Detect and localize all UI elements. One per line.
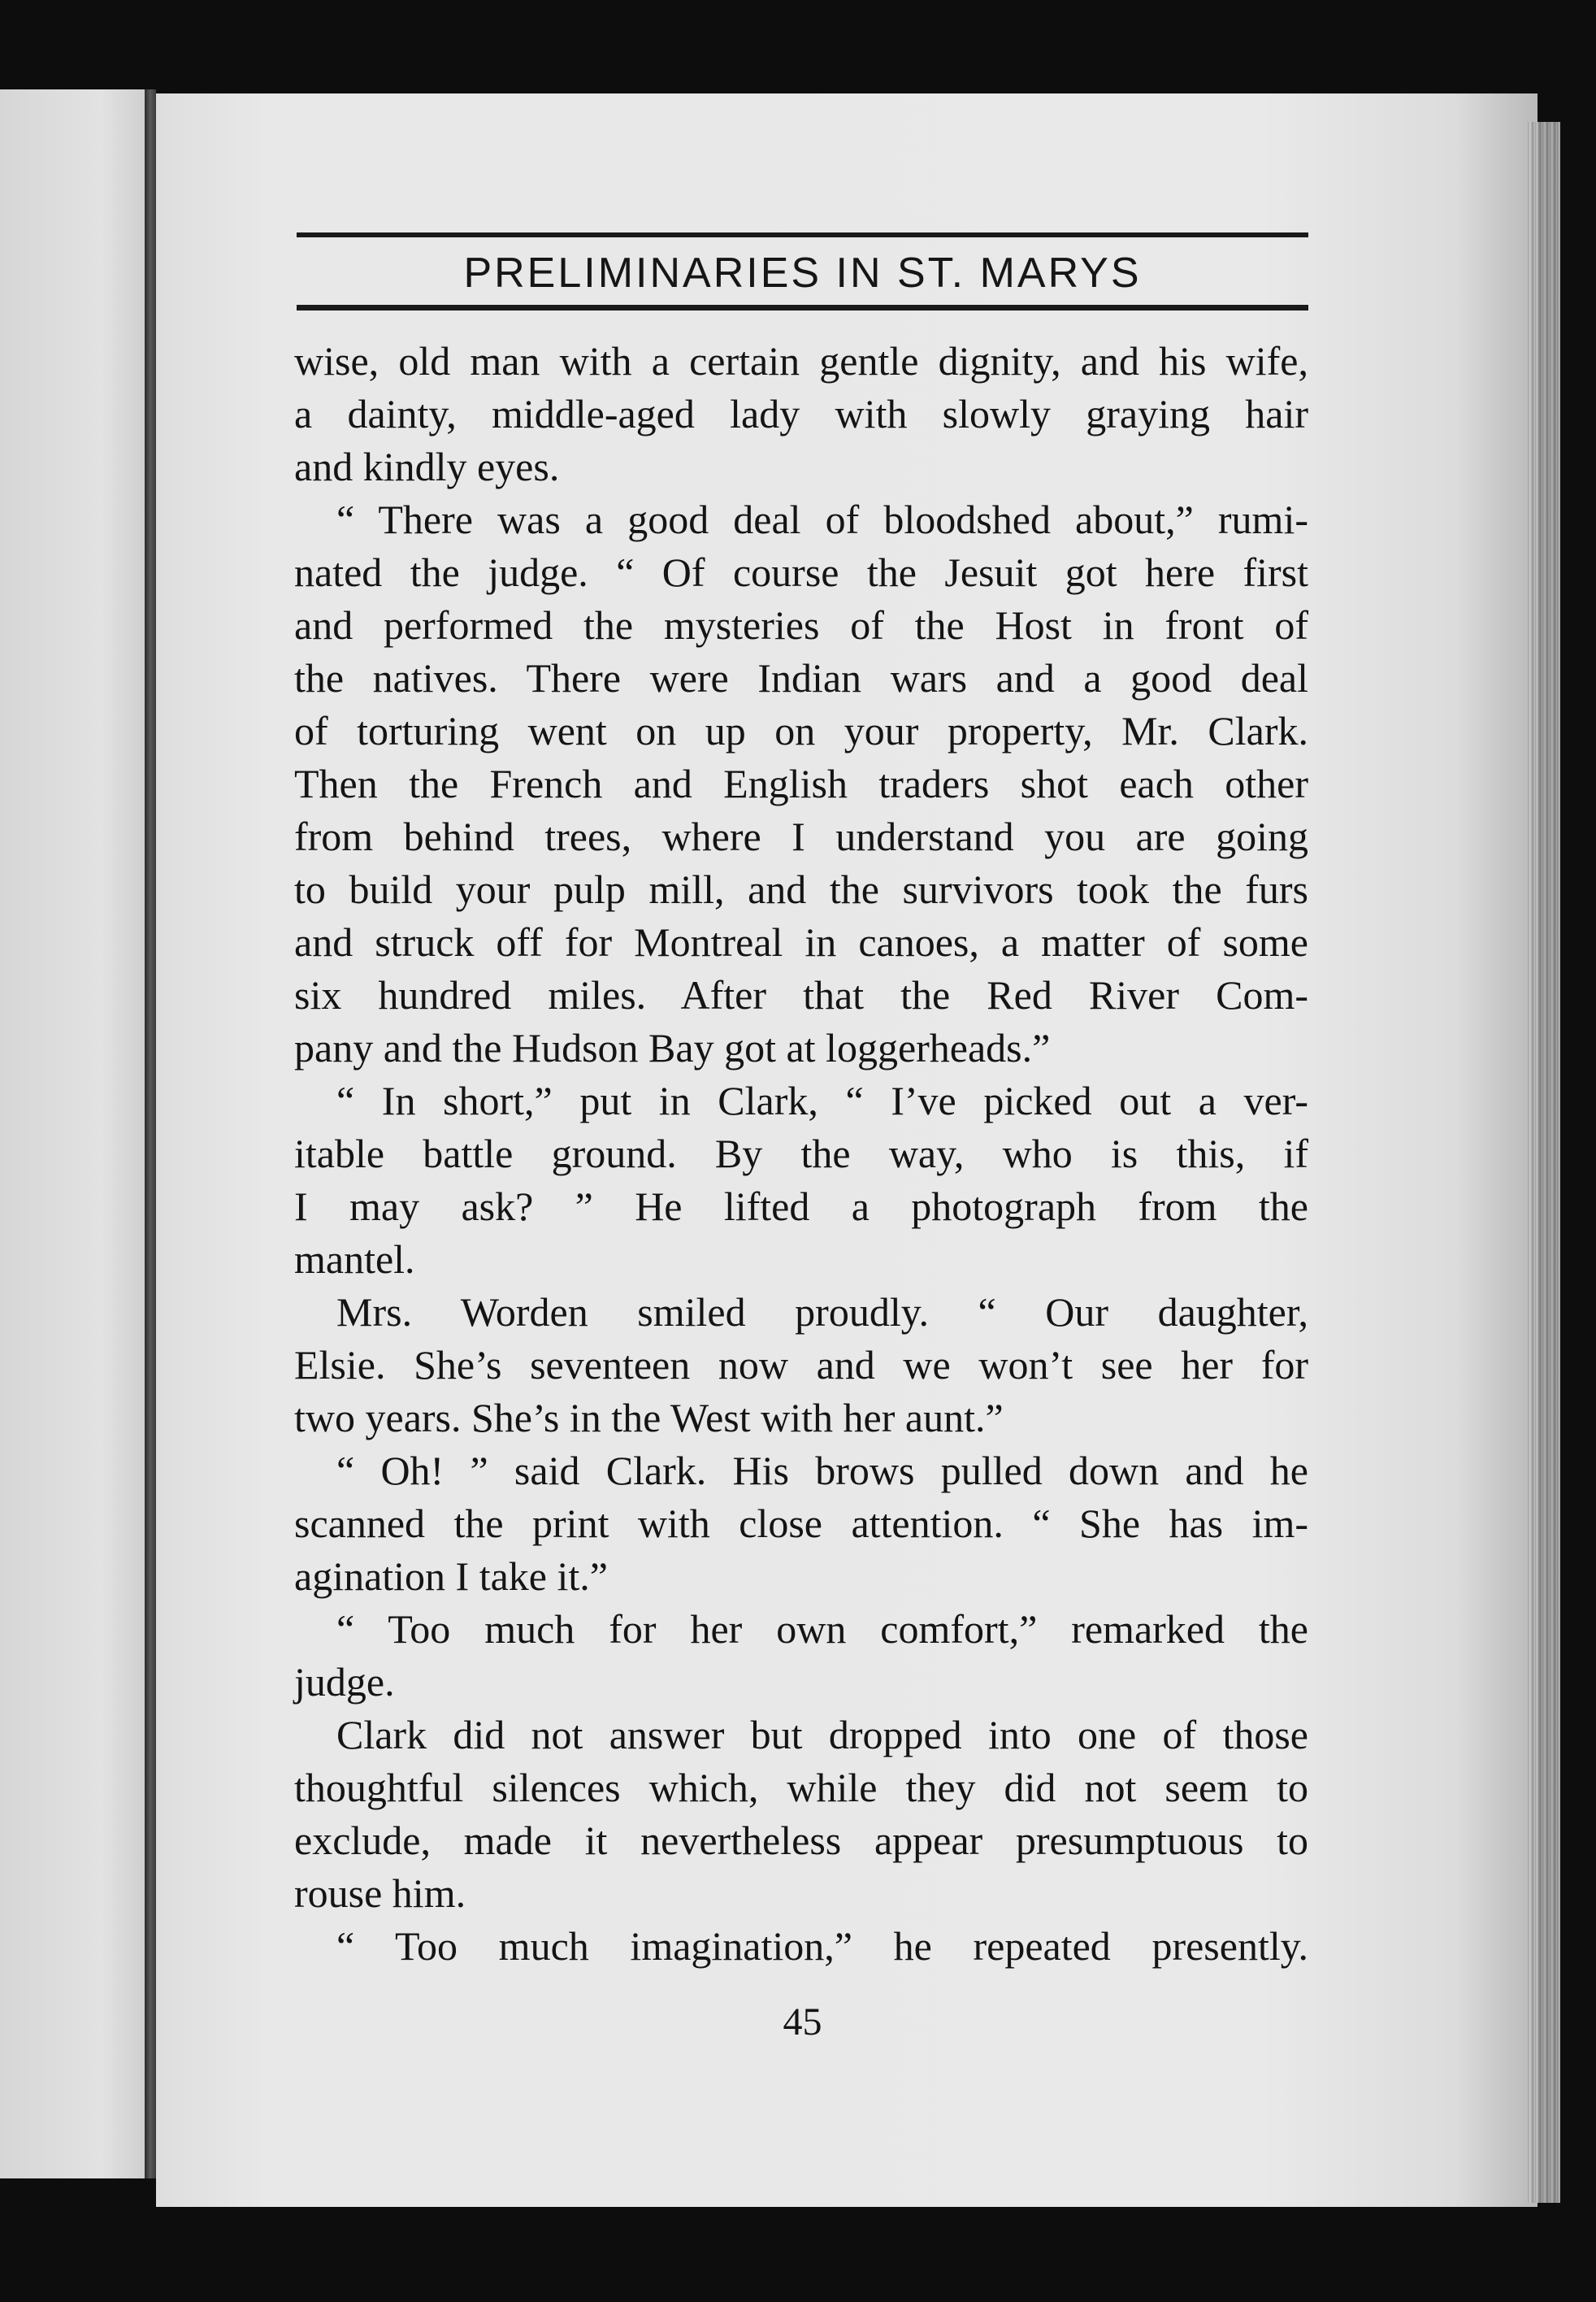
text-line: six hundred miles. After that the Red River Com- [294, 972, 1308, 1018]
text-line: “ In short,” put in Clark, “ I’ve picked out a ver- [336, 1078, 1308, 1123]
text-line: agination I take it.” [294, 1553, 608, 1599]
text-line: “ There was a good deal of bloodshed about,” rumi- [336, 497, 1308, 542]
text-line: “ Too much imagination,” he repeated presently. [336, 1923, 1308, 1969]
text-line: Mrs. Worden smiled proudly. “ Our daughter, [336, 1289, 1308, 1335]
text-line: exclude, made it nevertheless appear presumptuous to [294, 1818, 1308, 1863]
text-line: Elsie. She’s seventeen now and we won’t see her for [294, 1342, 1308, 1388]
book-gutter [145, 89, 156, 2178]
text-line: judge. [294, 1659, 395, 1705]
text-line: two years. She’s in the West with her aunt.” [294, 1395, 1004, 1440]
text-line: “ Too much for her own comfort,” remarked the [336, 1606, 1308, 1652]
body-text [294, 335, 1308, 1973]
text-line: from behind trees, where I understand you are going [294, 814, 1308, 859]
text-line: and performed the mysteries of the Host in front of [294, 602, 1308, 648]
text-line: of torturing went on up on your property, Mr. Clark. [294, 708, 1308, 754]
text-line: scanned the print with close attention. “ She has im- [294, 1501, 1308, 1546]
text-line: wise, old man with a certain gentle dignity, and his wife, [294, 338, 1308, 384]
text-line: the natives. There were Indian wars and a good deal [294, 655, 1308, 701]
text-line: thoughtful silences which, while they did not seem to [294, 1765, 1308, 1810]
page-stack-edge [1528, 122, 1560, 2203]
text-line: rouse him. [294, 1870, 466, 1916]
text-line: I may ask? ” He lifted a photograph from the [294, 1184, 1308, 1229]
text-line: pany and the Hudson Bay got at loggerheads.” [294, 1025, 1051, 1071]
text-line: Then the French and English traders shot each other [294, 761, 1308, 806]
text-line: a dainty, middle-aged lady with slowly graying hair [294, 391, 1308, 437]
running-head: PRELIMINARIES IN ST. MARYS [463, 250, 1142, 297]
header-rule-top [297, 232, 1308, 237]
text-line: itable battle ground. By the way, who is this, if [294, 1131, 1308, 1176]
page-number: 45 [783, 2000, 822, 2044]
text-line: and kindly eyes. [294, 444, 560, 489]
text-line: Clark did not answer but dropped into one of those [336, 1712, 1308, 1757]
facing-page-edge [0, 89, 150, 2178]
text-line: nated the judge. “ Of course the Jesuit got here first [294, 549, 1308, 595]
text-line: “ Oh! ” said Clark. His brows pulled down and he [336, 1448, 1308, 1493]
text-line: and struck off for Montreal in canoes, a matter of some [294, 919, 1308, 965]
text-line: mantel. [294, 1236, 415, 1282]
text-line: to build your pulp mill, and the survivors took the furs [294, 867, 1308, 912]
header-rule-bottom [297, 305, 1308, 311]
